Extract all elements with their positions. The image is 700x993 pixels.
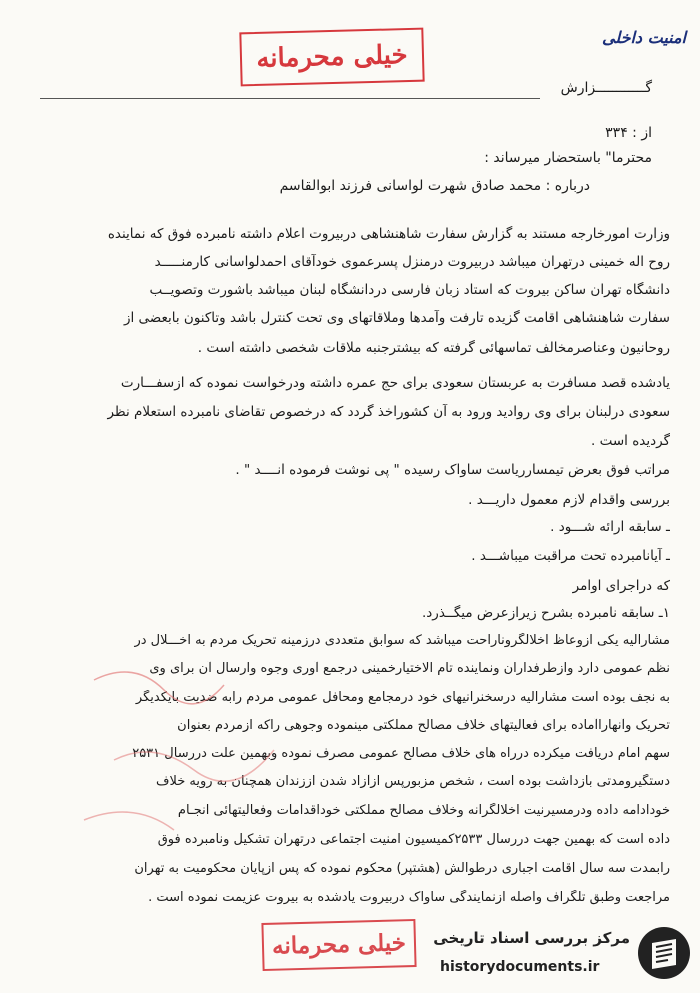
body-line: داده است که بهمین جهت دررسال ۲۵۳۳کمیسیون امنیت اجتماعی درتهران تشکیل ونامبرده فوق [157,832,670,847]
body-line: مشارالیه یکی ازوعاظ اخلالگروناراحت میباشد که سوابق متعددی درزمینه تحریک مردم به اخـــلال در [134,633,670,648]
body-line: به نجف بوده است مشارالیه درسخنرانیهای خود درمجامع ومحافل عمومی مردم رابه ضدیت بایکدیگر [135,690,670,705]
archive-watermark [432,925,692,987]
body-line: بررسی واقدام لازم معمول داریـــد . [468,492,670,508]
body-line: گردیده است . [591,433,670,449]
from-line: از : ۳۳۴ [605,125,652,141]
heading-rule [40,98,540,99]
body-line: ۱ـ سابقه نامبرده بشرح زیرازعرض میگــذرد. [422,605,670,621]
body-line: روحانیون وعناصرمخالف تماسهائی گرفته که بیشترجنبه ملاقات شخصی داشته است . [197,340,670,356]
red-margin-annotations [74,640,324,900]
greeting-line: محترما" باستحضار میرساند : [484,150,652,166]
body-line: مراتب فوق بعرض تیمساررياست ساواک رسیده " پی نوشت فرموده انــــد " . [235,462,670,478]
archive-url: historydocuments.ir [440,959,600,975]
classification-handwritten-mark: امنیت داخلی [601,28,686,47]
body-line: دانشگاه تهران ساکن بیروت که استاد زبان فارسی دردانشگاه لبنان میباشد باشورت وتصویــب [149,282,670,298]
archive-logo-icon [636,925,692,981]
body-line: روح اله خمینی درتهران میباشد دربیروت درمنزل پسرعموی خودآقای احمدلواسانی کارمنـــــد [154,254,670,270]
body-line: مراجعت وطبق تلگراف واصله ازنمایندگی ساواک دربیروت یادشده به بیروت عزیمت نموده است . [148,890,670,905]
body-line: ـ سابقه ارائه شـــود . [550,519,670,535]
body-line: وزارت امورخارجه مستند به گزارش سفارت شاهنشاهی دربیروت اعلام داشته نامبرده فوق که نماینده [107,226,670,242]
archive-name: مرکز بررسی اسناد تاریخی [433,929,630,947]
top-secret-stamp: خیلی محرمانه [239,28,424,87]
report-heading: گــــــــــــزارش [560,80,652,96]
body-line: که دراجرای اوامر [572,578,670,594]
subject-line: درباره : محمد صادق شهرت لواسانی فرزند ابوالقاسم [279,178,590,194]
body-line: نظم عمومی دارد وازطرفداران ونماینده تام الاختیارخمینی درجمع آوری وجوه وارسال آن برای وی [149,661,670,676]
body-line: ـ آیانامبرده تحت مراقبت میباشـــد . [471,548,670,564]
body-line: سهم امام دریافت میکرده درراه های خلاف مصالح عمومی مصرف نموده وبهمین علت دررسال ۲۵۳۱ [132,746,670,761]
top-secret-stamp-bottom: خیلی محرمانه [261,919,416,971]
body-line: دستگیرومدتی بازداشت بوده است ، شخص مزبورپس ازآزاد شدن اززندان همچنان به رویه خلاف [156,774,670,789]
body-line: یادشده قصد مسافرت به عربستان سعودی برای حج عمره داشته ودرخواست نموده که ازسفـــارت [120,375,670,391]
body-line: تحریک وآنهاراآماده برای فعالیتهای خلاف مصالح مملکتی مینموده وجوهی راکه ازمردم بعنوان [177,718,670,733]
body-line: رابمدت سه سال اقامت اجباری درطوالش (هشتپر) محکوم نموده که پس ازپایان محکومیت به تهران [134,861,670,876]
body-line: خودادامه داده ودرمسیرنیت اخلالگرانه وخلاف مصالح مملکتی خوداقدامات وفعالیتهائی انجـام [177,803,670,818]
body-line: سعودی درلبنان برای وی روادید ورود به آن کشوراخذ گردد که درخصوص تقاضای نامبرده استعلام نظر [107,404,670,420]
body-line: سفارت شاهنشاهی اقامت گزیده تارفت وآمدها وملاقاتهای وی تحت کنترل باشد وتاکنون بابعضی از [123,310,670,326]
